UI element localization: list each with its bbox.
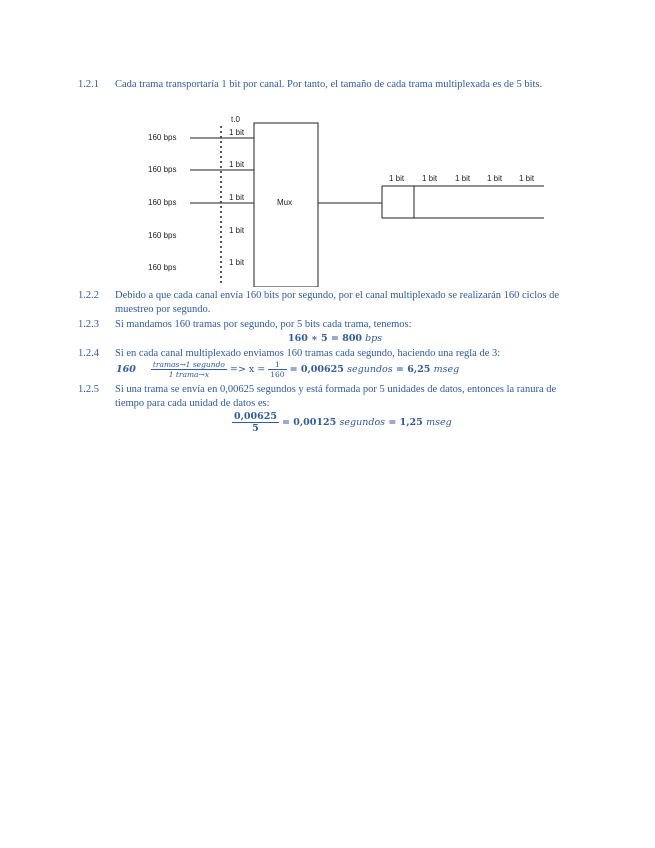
eq-lhs: 160 ∗ 5 = [288, 333, 343, 344]
slot-label: 1 bit [229, 193, 245, 202]
fraction-denominator: 5 [252, 423, 259, 434]
item-text: Si una trama se envía en 0,00625 segundos y está formada por 5 unidades de datos, entonces la ranura de tiempo para cada unidad de datos es: [115, 384, 557, 409]
eq-value: 800 [342, 333, 363, 344]
output-frame [382, 174, 544, 218]
eq-result-ms: = 6,25 [392, 364, 434, 375]
output-slot-label: 1 bit [422, 174, 438, 183]
item-text: Debido a que cada canal envía 160 bits por segundo, por el canal multiplexado se realizarán 160 ciclos de muestreo por segundo. [115, 290, 560, 315]
input-rate-label: 160 bps [148, 133, 177, 142]
mux-label: Mux [277, 198, 293, 207]
eq-unit-seconds: segundos [347, 364, 393, 375]
eq-result: = 0,00125 [282, 417, 340, 428]
output-slot-label: 1 bit [389, 174, 405, 183]
fraction-numerator: 1 [268, 360, 286, 370]
slot-label: 1 bit [229, 128, 245, 137]
input-rate-label: 160 bps [148, 198, 177, 207]
eq-unit-ms: mseg [433, 364, 460, 375]
equation-1-2-4 [116, 360, 459, 379]
output-slot-label: 1 bit [487, 174, 503, 183]
rule-of-three-fraction [151, 360, 227, 379]
eq-unit: bps [365, 333, 383, 344]
item-number: 1.2.5 [78, 384, 99, 395]
eq-unit-ms: mseg [426, 417, 452, 428]
eq-lead: 160 [116, 364, 136, 375]
equation-1-2-5 [232, 411, 452, 434]
item-text: Si en cada canal multiplexado enviamos 160 tramas cada segundo, haciendo una regla de 3: [115, 348, 501, 359]
slot-label: 1 bit [229, 226, 245, 235]
eq-result-ms: = 1,25 [385, 417, 427, 428]
fraction-denominator: 160 [270, 370, 285, 379]
output-slot-label: 1 bit [519, 174, 535, 183]
output-slot-label: 1 bit [455, 174, 471, 183]
one-over-160-fraction [268, 360, 286, 379]
fraction-denominator: 1 trama→x [168, 370, 210, 379]
diagram-top-label: t.0 [231, 115, 240, 124]
tdm-diagram [140, 112, 560, 287]
input-row-5 [148, 258, 245, 272]
input-rate-label: 160 bps [148, 263, 177, 272]
fraction-numerator: 0,00625 [234, 411, 277, 422]
input-row-4 [148, 226, 245, 240]
item-number: 1.2.1 [78, 79, 99, 90]
input-row-1 [148, 128, 254, 142]
time-slot-fraction [232, 411, 279, 434]
item-number: 1.2.3 [78, 319, 99, 330]
eq-result: = 0,00625 [289, 364, 348, 375]
equation-1-2-3 [288, 333, 382, 344]
eq-unit-seconds: segundos [339, 417, 386, 428]
fraction-numerator: tramas→1 segundo [152, 360, 225, 369]
item-text: Cada trama transportaría 1 bit por canal. Por tanto, el tamaño de cada trama multiplexada es de 5 bits. [115, 79, 543, 90]
input-rate-label: 160 bps [148, 165, 177, 174]
input-row-2 [148, 160, 254, 174]
eq-mid: => x = [229, 364, 269, 375]
item-text: Si mandamos 160 tramas por segundo, por 5 bits cada trama, tenemos: [115, 319, 412, 330]
input-row-3 [148, 193, 254, 207]
item-number: 1.2.2 [78, 290, 99, 301]
item-number: 1.2.4 [78, 348, 99, 359]
slot-label: 1 bit [229, 258, 245, 267]
slot-label: 1 bit [229, 160, 245, 169]
input-rate-label: 160 bps [148, 231, 177, 240]
